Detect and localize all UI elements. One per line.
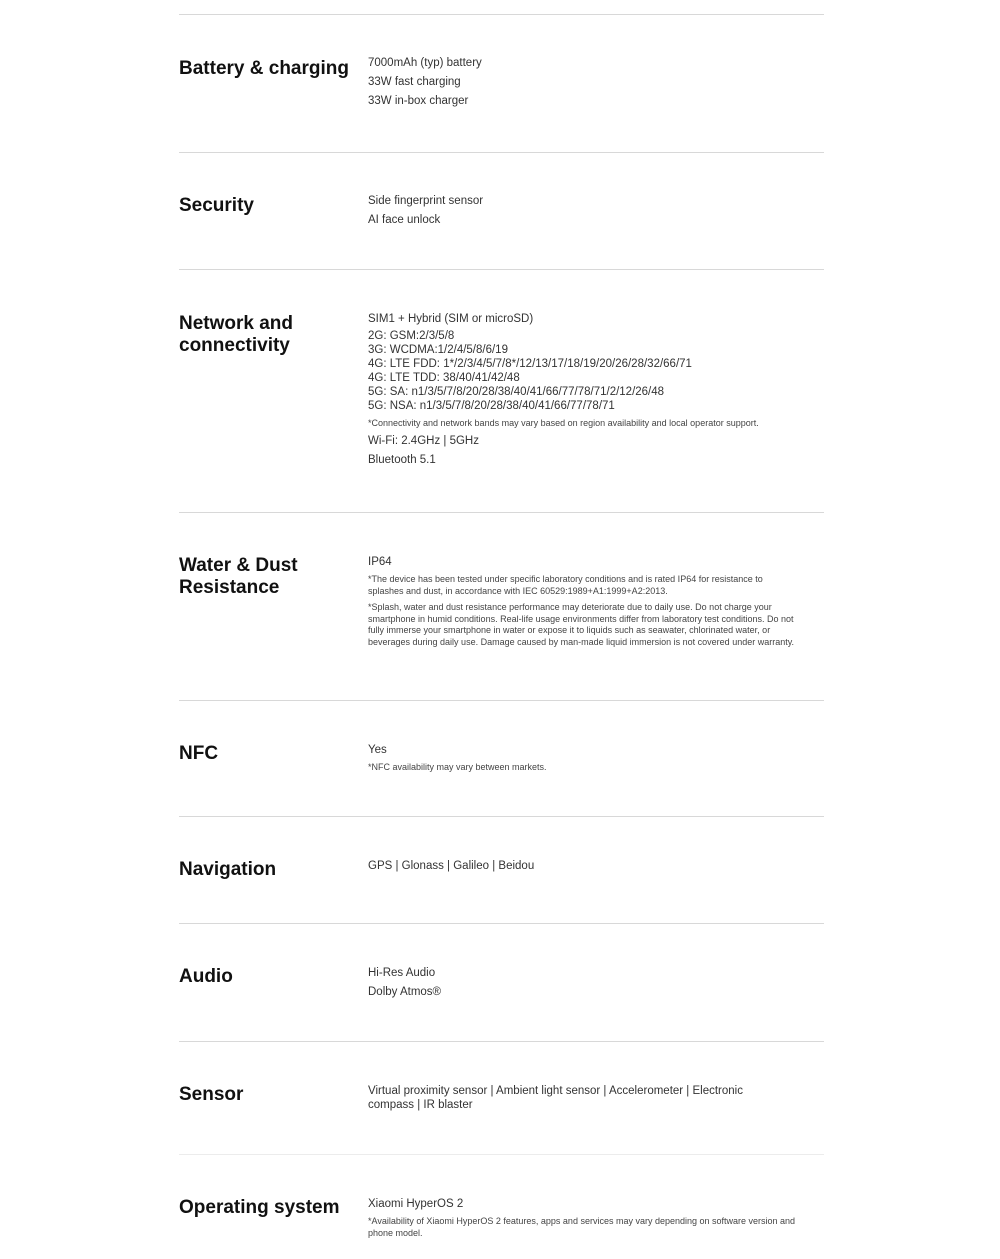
section-title: Sensor [179,1084,244,1105]
spec-section-water [179,513,824,700]
section-title: Battery & charging [179,58,349,79]
spec-line: GPS | Glonass | Galileo | Beidou [368,860,535,872]
section-body [368,857,798,876]
spec-line: Xiaomi HyperOS 2 [368,1198,464,1210]
spec-line: Hi-Res Audio [368,967,436,979]
section-title: Operating system [179,1197,340,1218]
footnote: *The device has been tested under specific laboratory conditions and is rated IP64 for resistance to splashes and dust, in accordance with IEC 60529:1989+A1:1999+A2:2013. [368,574,763,596]
spec-section-battery [179,15,824,152]
spec-line: SIM1 + Hybrid (SIM or microSD) [368,313,534,325]
footnote: *Connectivity and network bands may vary based on region availability and local operator support. [368,418,759,428]
spec-line: AI face unlock [368,214,441,226]
section-title: Water & Dust Resistance [179,555,298,598]
band-line: 4G: LTE FDD: 1*/2/3/4/5/7/8*/12/13/17/18/19/20/26/28/32/66/71 [368,358,692,370]
spec-line: 33W in-box charger [368,95,469,107]
section-title: Audio [179,966,233,987]
footnote: *NFC availability may vary between markets. [368,762,547,772]
section-body [368,741,798,776]
spec-line: Dolby Atmos® [368,986,442,998]
section-body [368,1195,798,1241]
spec-line: Bluetooth 5.1 [368,453,436,466]
spec-section-audio [179,924,824,1041]
spec-line: Yes [368,744,387,756]
footnote: *Availability of Xiaomi HyperOS 2 features, apps and services may vary depending on software version and phone model. [368,1216,796,1238]
band-line: 5G: SA: n1/3/5/7/8/20/28/38/40/41/66/77/78/71/2/12/26/48 [368,386,665,398]
spec-line: 33W fast charging [368,76,461,88]
footnote: *Splash, water and dust resistance performance may deteriorate due to daily use. Do not charge your smartphone in humid conditions. Real-life usage environments differ from laboratory test conditions. Do not fully immerse your smartphone in water or expose it to liquids such as seawater, chlorinated water, or beverages during daily use. Damage caused by man-made liquid immersion is not covered under warranty. [368,602,795,647]
spec-line: Wi-Fi: 2.4GHz | 5GHz [368,434,479,447]
section-body [368,964,798,1002]
section-title: Navigation [179,859,277,880]
band-line: 4G: LTE TDD: 38/40/41/42/48 [368,372,520,384]
section-title: NFC [179,743,219,764]
section-body [368,553,798,650]
section-body [368,310,798,470]
spec-section-network [179,270,824,512]
spec-section-navigation [179,817,824,923]
spec-section-os [179,1155,824,1259]
spec-list [179,0,824,1259]
band-line: 5G: NSA: n1/3/5/7/8/20/28/38/40/41/66/77/78/71 [368,400,615,412]
band-line: 2G: GSM:2/3/5/8 [368,330,455,342]
spec-line: 7000mAh (typ) battery [368,57,482,69]
spec-section-security [179,153,824,269]
spec-line: Side fingerprint sensor [368,195,484,207]
section-title: Security [179,195,254,216]
spec-line: Virtual proximity sensor | Ambient light sensor | Accelerometer | Electronic compass | IR blaster [368,1085,743,1111]
section-body [368,54,798,111]
spec-section-sensor [179,1042,824,1154]
band-line: 3G: WCDMA:1/2/4/5/8/6/19 [368,344,508,356]
section-body [368,192,798,230]
spec-line: IP64 [368,556,392,568]
spec-section-nfc [179,701,824,816]
section-title: Network and connectivity [179,313,294,356]
section-body [368,1084,768,1112]
